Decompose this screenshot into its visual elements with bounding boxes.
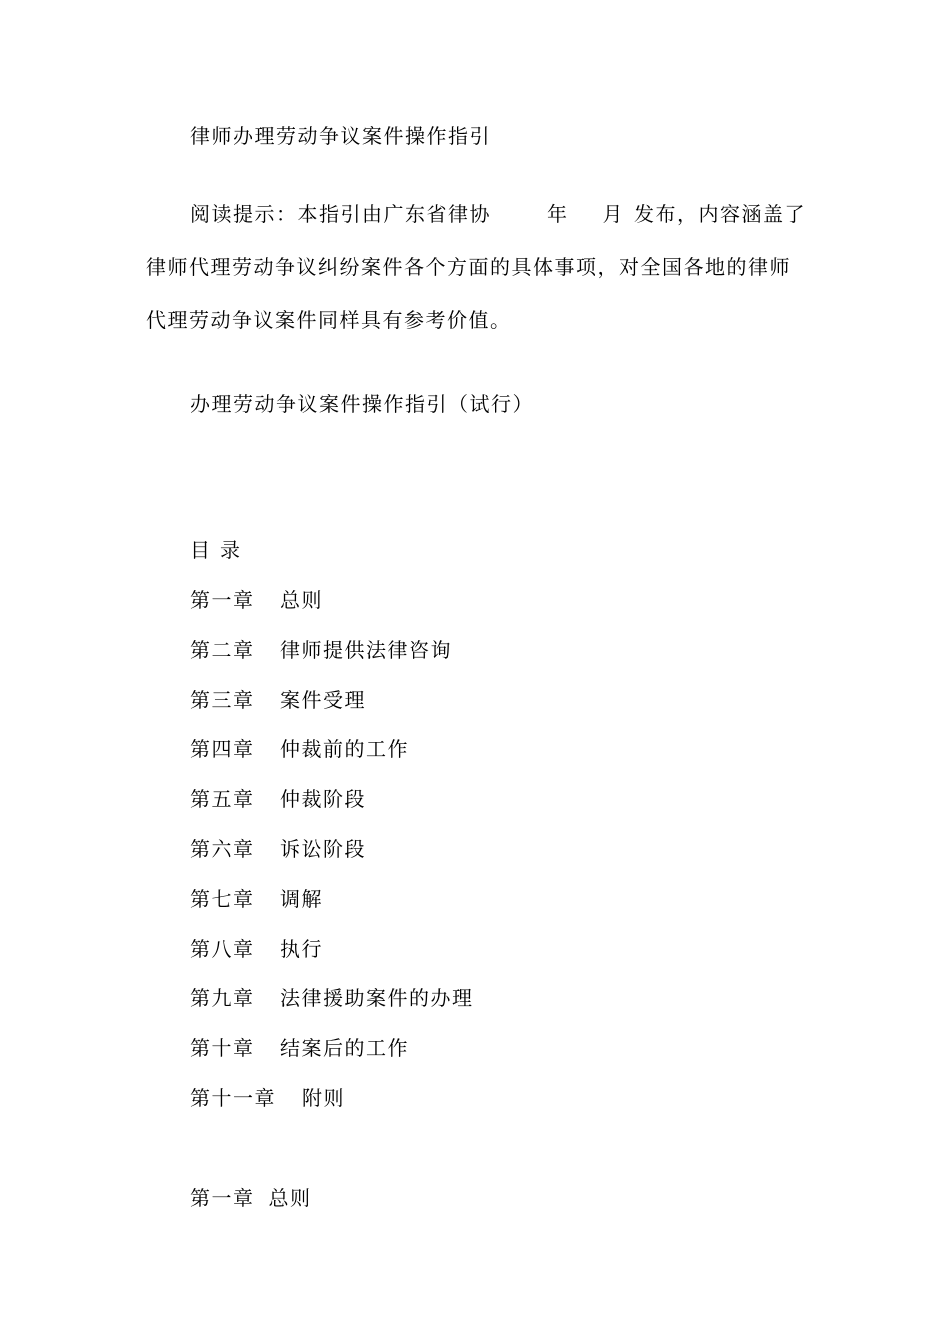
- toc-item-title: 法律援助案件的办理: [280, 986, 474, 1011]
- toc-item-title: 结案后的工作: [280, 1036, 409, 1061]
- toc-item-title: 案件受理: [280, 687, 366, 712]
- toc-item-number: 第五章: [190, 787, 255, 812]
- toc-item-number: 第三章: [190, 687, 255, 712]
- toc-item-title: 诉讼阶段: [280, 836, 366, 861]
- reading-tip-text-start: 阅读提示：本指引由广东省律协: [190, 202, 491, 226]
- toc-item-chapter-6: [190, 837, 474, 887]
- document-title: 律师办理劳动争议案件操作指引: [190, 124, 491, 148]
- toc-item-chapter-9: [190, 986, 474, 1036]
- toc-item-title: 执行: [280, 936, 323, 961]
- toc-item-chapter-8: [190, 937, 474, 987]
- reading-tip-text-end: 发布，内容涵盖了律师代理劳动争议纠纷案件各个方面的具体事项，对全国各地的律师代理劳动争议案件同样具有参考价值。: [146, 202, 806, 332]
- toc-item-number: 第八章: [190, 936, 255, 961]
- reading-tip-month: 月: [602, 202, 624, 226]
- toc-item-chapter-10: [190, 1036, 474, 1086]
- reading-tip-year: 年: [547, 202, 569, 226]
- toc-item-chapter-1: [190, 588, 474, 638]
- toc-item-number: 第十章: [190, 1036, 255, 1061]
- toc-item-number: 第九章: [190, 986, 255, 1011]
- toc-item-title: 仲裁前的工作: [280, 737, 409, 762]
- toc-item-chapter-7: [190, 887, 474, 937]
- toc-heading: 目录: [190, 538, 250, 562]
- toc-item-title: 律师提供法律咨询: [280, 637, 452, 662]
- chapter-1-heading: [190, 1186, 312, 1210]
- guide-subtitle: 办理劳动争议案件操作指引（试行）: [190, 392, 534, 416]
- toc-item-chapter-5: [190, 787, 474, 837]
- toc-item-title: 附则: [302, 1085, 345, 1110]
- toc-item-chapter-2: [190, 638, 474, 688]
- toc-item-number: 第二章: [190, 637, 255, 662]
- table-of-contents: [190, 588, 474, 1136]
- toc-item-chapter-11: [190, 1086, 474, 1136]
- toc-item-title: 总则: [280, 588, 323, 612]
- toc-item-title: 仲裁阶段: [280, 787, 366, 812]
- toc-item-number: 第一章: [190, 588, 255, 612]
- toc-item-number: 第七章: [190, 886, 255, 911]
- toc-item-number: 第六章: [190, 836, 255, 861]
- toc-item-chapter-3: [190, 688, 474, 738]
- chapter-number: 第一章: [190, 1186, 255, 1210]
- toc-item-number: 第四章: [190, 737, 255, 762]
- toc-item-chapter-4: [190, 737, 474, 787]
- toc-item-number: 第十一章: [190, 1085, 276, 1110]
- toc-item-title: 调解: [280, 886, 323, 911]
- chapter-title: 总则: [268, 1186, 312, 1210]
- reading-tip-paragraph: [146, 188, 810, 347]
